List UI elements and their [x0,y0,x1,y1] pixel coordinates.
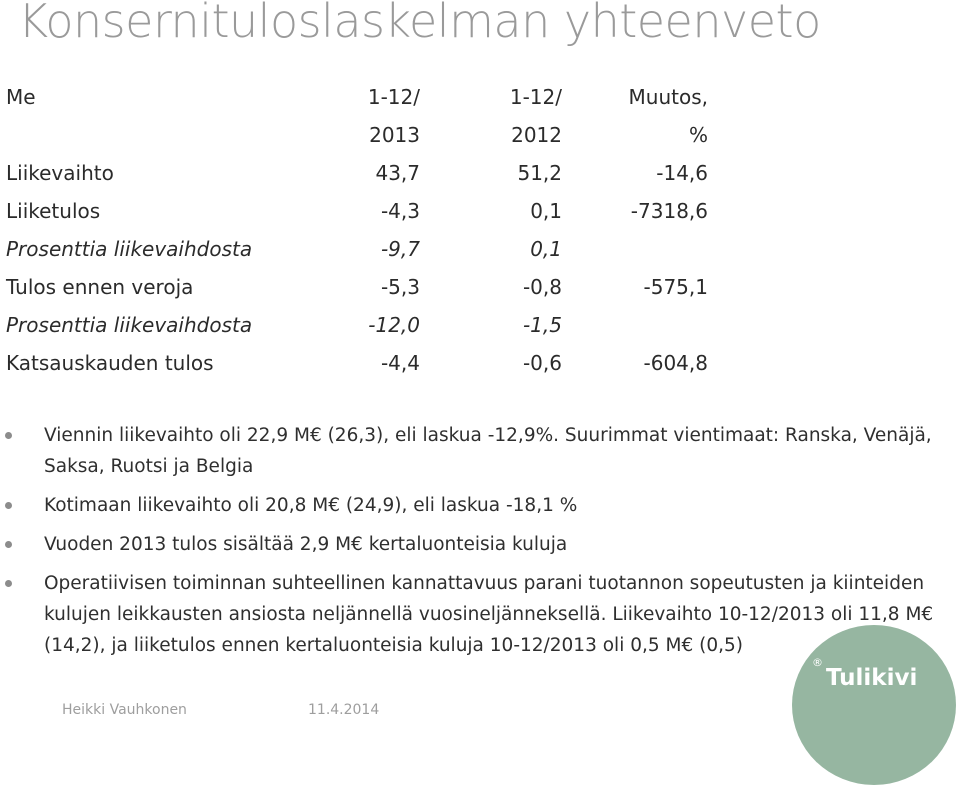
bullet-dot-icon [5,541,12,548]
bullet-text: Operatiivisen toiminnan suhteellinen kannattavuus parani tuotannon sopeutusten ja kiinteiden kulujen leikkausten ansiosta neljännellä vuosineljänneksellä. Liikevaihto 10-12/2013 oli 11,8 M€ (14,2), ja liiketulos ennen kertaluonteisia kuluja 10-12/2013 oli 0,5 M€ (0,5) [44,573,934,656]
table-row [6,192,726,230]
bullet-dot-icon [5,502,12,509]
row-label: Tulos ennen veroja [6,275,194,299]
table-row [6,268,726,306]
bullet-dot-icon [5,580,12,587]
row-value-change: -14,6 [656,161,708,185]
row-value-2012: 0,1 [530,199,562,223]
row-value-2013: -4,4 [380,351,420,375]
table-header-row [6,78,726,116]
bullet-text: Viennin liikevaihto oli 22,9 M€ (26,3), eli laskua -12,9%. Suurimmat vientimaat: Ranska, Venäjä, Saksa, Ruotsi ja Belgia [44,425,932,477]
row-label: Liiketulos [6,199,101,223]
table-row [6,344,726,382]
table-row [6,230,726,268]
income-statement-table [6,78,726,382]
row-value-2012: 51,2 [517,161,562,185]
table-row [6,306,726,344]
row-value-change: -7318,6 [630,199,708,223]
row-value-2013: -12,0 [368,313,420,337]
row-value-2012: -1,5 [522,313,562,337]
row-value-2013: -4,3 [380,199,420,223]
tulikivi-logo [792,625,956,785]
header-change-line1: Muutos, [628,85,708,109]
list-item [0,420,960,482]
registered-mark: ® [812,656,823,669]
row-label: Liikevaihto [6,161,114,185]
row-value-change: -575,1 [643,275,708,299]
header-2013-line1: 1-12/ [367,85,420,109]
header-change-line2: % [688,123,708,147]
table-header-row [6,116,726,154]
row-value-2013: -5,3 [380,275,420,299]
table-row [6,154,726,192]
logo-text: Tulikivi [826,665,918,691]
row-value-change: -604,8 [643,351,708,375]
row-label: Prosenttia liikevaihdosta [6,237,253,261]
bullet-dot-icon [5,432,12,439]
row-value-2012: -0,6 [522,351,562,375]
bullet-text: Kotimaan liikevaihto oli 20,8 M€ (24,9), eli laskua -18,1 % [44,495,578,516]
page-title: Konsernituloslaskelman yhteenveto [18,0,821,48]
bullet-list [0,420,960,669]
row-label: Katsauskauden tulos [6,351,214,375]
list-item [0,529,960,560]
header-2012-line1: 1-12/ [509,85,562,109]
header-unit: Me [6,85,36,109]
row-value-2012: -0,8 [522,275,562,299]
footer-author: Heikki Vauhkonen [62,702,187,718]
header-2013-line2: 2013 [369,123,420,147]
bullet-text: Vuoden 2013 tulos sisältää 2,9 M€ kertaluonteisia kuluja [44,534,568,555]
list-item [0,490,960,521]
footer-date: 11.4.2014 [308,702,380,718]
header-2012-line2: 2012 [511,123,562,147]
row-value-2013: 43,7 [375,161,420,185]
row-value-2013: -9,7 [380,237,420,261]
row-label: Prosenttia liikevaihdosta [6,313,253,337]
row-value-2012: 0,1 [530,237,562,261]
